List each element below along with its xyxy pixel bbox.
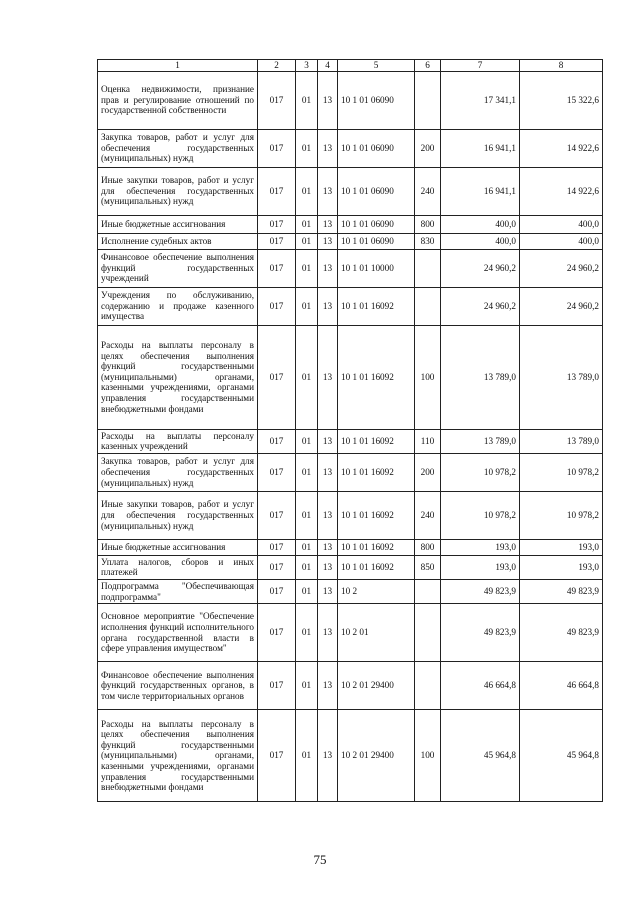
- col5-cell: 10 2 01 29400: [338, 710, 415, 802]
- col2-cell: 017: [258, 167, 296, 215]
- table-row: [98, 233, 603, 249]
- row-name-cell: Иные закупки товаров, работ и услуг для обеспечения государственных (муниципальных) нужд: [98, 491, 258, 539]
- table-body: [98, 71, 603, 802]
- col4-cell: 13: [318, 287, 338, 325]
- col5-cell: 10 1 01 16092: [338, 491, 415, 539]
- col8-amount-cell: 46 664,8: [520, 662, 603, 710]
- col7-amount-cell: 400,0: [441, 215, 520, 233]
- col5-cell: 10 1 01 16092: [338, 287, 415, 325]
- col7-amount-cell: 49 823,9: [441, 579, 520, 603]
- col4-cell: 13: [318, 233, 338, 249]
- col6-cell: [415, 249, 441, 287]
- col7-amount-cell: 10 978,2: [441, 491, 520, 539]
- col8-amount-cell: 10 978,2: [520, 491, 603, 539]
- col4-cell: 13: [318, 325, 338, 429]
- col8-amount-cell: 15 322,6: [520, 71, 603, 129]
- col8-amount-cell: 49 823,9: [520, 579, 603, 603]
- col8-amount-cell: 45 964,8: [520, 710, 603, 802]
- row-name-cell: Основное мероприятие "Обеспечение исполнения функций исполнительного органа государственной власти в сфере управления имуществом": [98, 604, 258, 662]
- col3-cell: 01: [296, 71, 318, 129]
- col7-amount-cell: 16 941,1: [441, 167, 520, 215]
- col8-amount-cell: 24 960,2: [520, 249, 603, 287]
- col4-cell: 13: [318, 662, 338, 710]
- col5-cell: 10 1 01 16092: [338, 539, 415, 555]
- col3-cell: 01: [296, 167, 318, 215]
- col4-cell: 13: [318, 555, 338, 579]
- col6-cell: 200: [415, 129, 441, 167]
- col3-cell: 01: [296, 215, 318, 233]
- col7-amount-cell: 13 789,0: [441, 429, 520, 453]
- col6-cell: 100: [415, 710, 441, 802]
- col3-cell: 01: [296, 287, 318, 325]
- col4-cell: 13: [318, 604, 338, 662]
- col5-cell: 10 1 01 16092: [338, 429, 415, 453]
- col5-cell: 10 1 01 06090: [338, 129, 415, 167]
- col5-cell: 10 1 01 06090: [338, 233, 415, 249]
- col3-cell: 01: [296, 491, 318, 539]
- col5-cell: 10 1 01 10000: [338, 249, 415, 287]
- col6-cell: 200: [415, 453, 441, 491]
- table-row: [98, 71, 603, 129]
- col2-cell: 017: [258, 579, 296, 603]
- table-row: [98, 325, 603, 429]
- col4-cell: 13: [318, 249, 338, 287]
- table-row: [98, 604, 603, 662]
- row-name-cell: Исполнение судебных актов: [98, 233, 258, 249]
- col7-amount-cell: 45 964,8: [441, 710, 520, 802]
- col2-cell: 017: [258, 129, 296, 167]
- row-name-cell: Подпрограмма "Обеспечивающая подпрограмма": [98, 579, 258, 603]
- col6-cell: 110: [415, 429, 441, 453]
- col2-cell: 017: [258, 233, 296, 249]
- col7-amount-cell: 46 664,8: [441, 662, 520, 710]
- col4-cell: 13: [318, 167, 338, 215]
- table-row: [98, 662, 603, 710]
- col6-cell: [415, 71, 441, 129]
- col8-amount-cell: 14 922,6: [520, 129, 603, 167]
- col2-cell: 017: [258, 287, 296, 325]
- col4-cell: 13: [318, 579, 338, 603]
- col2-cell: 017: [258, 453, 296, 491]
- table-row: [98, 539, 603, 555]
- col8-amount-cell: 24 960,2: [520, 287, 603, 325]
- row-name-cell: Иные закупки товаров, работ и услуг для обеспечения государственных (муниципальных) нужд: [98, 167, 258, 215]
- table-row: [98, 129, 603, 167]
- row-name-cell: Расходы на выплаты персоналу в целях обеспечения выполнения функций государственными (муниципальными) органами, казенными учреждениями, органами управления государственными внебюджетными фондами: [98, 325, 258, 429]
- table-header-row: [98, 60, 603, 72]
- col8-amount-cell: 49 823,9: [520, 604, 603, 662]
- col5-cell: 10 1 01 06090: [338, 167, 415, 215]
- col6-cell: 800: [415, 539, 441, 555]
- column-header: 4: [318, 60, 338, 72]
- col5-cell: 10 1 01 06090: [338, 71, 415, 129]
- col4-cell: 13: [318, 491, 338, 539]
- col2-cell: 017: [258, 539, 296, 555]
- row-name-cell: Финансовое обеспечение выполнения функций государственных органов, в том числе территориальных органов: [98, 662, 258, 710]
- col2-cell: 017: [258, 215, 296, 233]
- row-name-cell: Уплата налогов, сборов и иных платежей: [98, 555, 258, 579]
- col3-cell: 01: [296, 429, 318, 453]
- table-row: [98, 579, 603, 603]
- col3-cell: 01: [296, 710, 318, 802]
- column-header: 7: [441, 60, 520, 72]
- table-row: [98, 167, 603, 215]
- col7-amount-cell: 193,0: [441, 555, 520, 579]
- col5-cell: 10 1 01 16092: [338, 325, 415, 429]
- table-row: [98, 453, 603, 491]
- col4-cell: 13: [318, 710, 338, 802]
- col4-cell: 13: [318, 215, 338, 233]
- col5-cell: 10 1 01 16092: [338, 453, 415, 491]
- col6-cell: 800: [415, 215, 441, 233]
- column-header: 6: [415, 60, 441, 72]
- col3-cell: 01: [296, 579, 318, 603]
- col2-cell: 017: [258, 662, 296, 710]
- budget-table: [97, 59, 603, 802]
- col7-amount-cell: 49 823,9: [441, 604, 520, 662]
- col4-cell: 13: [318, 71, 338, 129]
- col7-amount-cell: 24 960,2: [441, 287, 520, 325]
- col8-amount-cell: 193,0: [520, 539, 603, 555]
- column-header: 5: [338, 60, 415, 72]
- col6-cell: 850: [415, 555, 441, 579]
- col7-amount-cell: 400,0: [441, 233, 520, 249]
- table-row: [98, 287, 603, 325]
- col8-amount-cell: 400,0: [520, 215, 603, 233]
- table-row: [98, 429, 603, 453]
- col4-cell: 13: [318, 429, 338, 453]
- col2-cell: 017: [258, 249, 296, 287]
- col4-cell: 13: [318, 129, 338, 167]
- col5-cell: 10 1 01 06090: [338, 215, 415, 233]
- col6-cell: 100: [415, 325, 441, 429]
- table-row: [98, 491, 603, 539]
- col2-cell: 017: [258, 604, 296, 662]
- column-header: 1: [98, 60, 258, 72]
- row-name-cell: Закупка товаров, работ и услуг для обеспечения государственных (муниципальных) нужд: [98, 453, 258, 491]
- col8-amount-cell: 10 978,2: [520, 453, 603, 491]
- col7-amount-cell: 17 341,1: [441, 71, 520, 129]
- col3-cell: 01: [296, 325, 318, 429]
- col2-cell: 017: [258, 555, 296, 579]
- row-name-cell: Расходы на выплаты персоналу казенных учреждений: [98, 429, 258, 453]
- col4-cell: 13: [318, 539, 338, 555]
- col7-amount-cell: 193,0: [441, 539, 520, 555]
- page-number: 75: [313, 852, 327, 867]
- col7-amount-cell: 10 978,2: [441, 453, 520, 491]
- col2-cell: 017: [258, 710, 296, 802]
- col4-cell: 13: [318, 453, 338, 491]
- column-header: 3: [296, 60, 318, 72]
- col6-cell: 240: [415, 491, 441, 539]
- col5-cell: 10 2 01: [338, 604, 415, 662]
- col6-cell: 830: [415, 233, 441, 249]
- row-name-cell: Иные бюджетные ассигнования: [98, 215, 258, 233]
- col5-cell: 10 2 01 29400: [338, 662, 415, 710]
- col3-cell: 01: [296, 129, 318, 167]
- col3-cell: 01: [296, 555, 318, 579]
- col2-cell: 017: [258, 491, 296, 539]
- table-row: [98, 555, 603, 579]
- col6-cell: 240: [415, 167, 441, 215]
- row-name-cell: Иные бюджетные ассигнования: [98, 539, 258, 555]
- col3-cell: 01: [296, 249, 318, 287]
- col3-cell: 01: [296, 453, 318, 491]
- col8-amount-cell: 13 789,0: [520, 325, 603, 429]
- col8-amount-cell: 14 922,6: [520, 167, 603, 215]
- row-name-cell: Оценка недвижимости, признание прав и регулирование отношений по государственной собственности: [98, 71, 258, 129]
- col6-cell: [415, 662, 441, 710]
- column-header: 8: [520, 60, 603, 72]
- col3-cell: 01: [296, 233, 318, 249]
- col3-cell: 01: [296, 539, 318, 555]
- col7-amount-cell: 16 941,1: [441, 129, 520, 167]
- row-name-cell: Учреждения по обслуживанию, содержанию и продаже казенного имущества: [98, 287, 258, 325]
- table-row: [98, 215, 603, 233]
- col8-amount-cell: 193,0: [520, 555, 603, 579]
- col2-cell: 017: [258, 429, 296, 453]
- col6-cell: [415, 604, 441, 662]
- col8-amount-cell: 400,0: [520, 233, 603, 249]
- col7-amount-cell: 24 960,2: [441, 249, 520, 287]
- table-row: [98, 249, 603, 287]
- col5-cell: 10 2: [338, 579, 415, 603]
- col6-cell: [415, 287, 441, 325]
- row-name-cell: Расходы на выплаты персоналу в целях обеспечения выполнения функций государственными (муниципальными) органами, казенными учреждениями, органами управления государственными внебюджетными фондами: [98, 710, 258, 802]
- col2-cell: 017: [258, 325, 296, 429]
- column-header: 2: [258, 60, 296, 72]
- col3-cell: 01: [296, 662, 318, 710]
- row-name-cell: Финансовое обеспечение выполнения функций государственных учреждений: [98, 249, 258, 287]
- col7-amount-cell: 13 789,0: [441, 325, 520, 429]
- col6-cell: [415, 579, 441, 603]
- col5-cell: 10 1 01 16092: [338, 555, 415, 579]
- col3-cell: 01: [296, 604, 318, 662]
- row-name-cell: Закупка товаров, работ и услуг для обеспечения государственных (муниципальных) нужд: [98, 129, 258, 167]
- table-row: [98, 710, 603, 802]
- col2-cell: 017: [258, 71, 296, 129]
- col8-amount-cell: 13 789,0: [520, 429, 603, 453]
